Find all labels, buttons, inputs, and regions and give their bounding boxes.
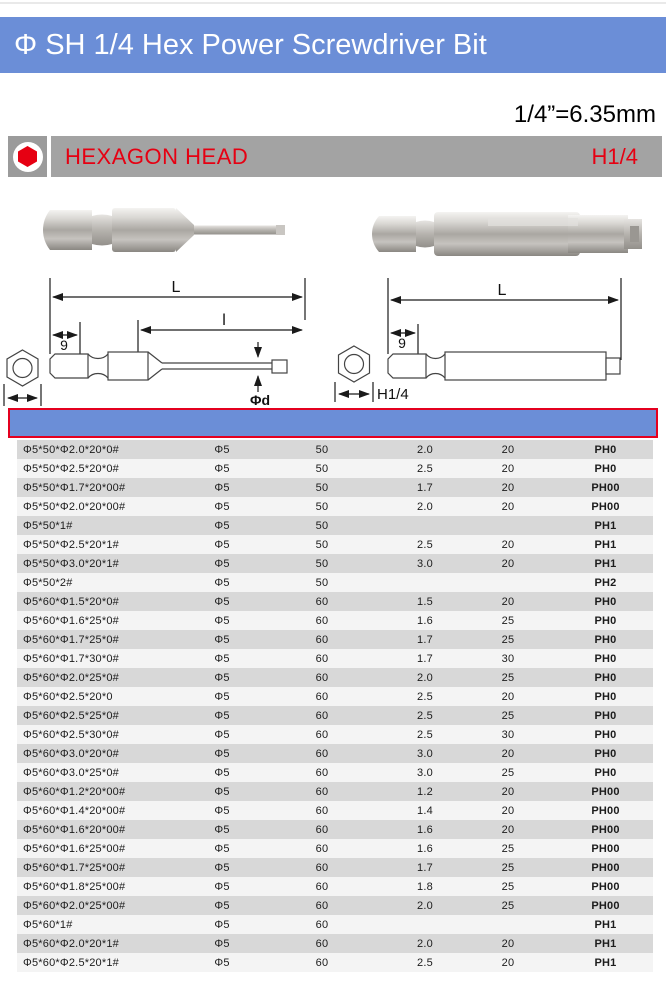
cell-shank-dia: Φ5 [214,823,230,836]
cell-model: Φ5*60*Φ2.5*30*0# [23,728,119,741]
table-row [17,763,653,782]
cell-model: Φ5*60*Φ1.6*25*00# [23,842,126,855]
cell-tip-dia: 2.0 [417,443,433,456]
cell-point-size: PH00 [591,500,620,513]
cell-tip-dia: 2.0 [417,899,433,912]
cell-length: 50 [315,576,329,589]
cell-tip-length: 20 [501,956,515,969]
cell-tip-dia: 2.5 [417,538,433,551]
section-title: HEXAGON HEAD [65,143,249,169]
cell-shank-dia: Φ5 [214,842,230,855]
cell-tip-dia: 1.7 [417,861,433,874]
table-row [17,782,653,801]
table-row [17,896,653,915]
cell-tip-dia: 1.6 [417,842,433,855]
cell-model: Φ5*60*Φ3.0*20*0# [23,747,119,760]
dim-label-h14: H1/4 [377,386,409,403]
cell-length: 60 [315,709,329,722]
cell-tip-length: 20 [501,443,515,456]
cell-shank-dia: Φ5 [214,899,230,912]
table-row [17,934,653,953]
cell-length: 60 [315,823,329,836]
cell-tip-dia: 1.5 [417,595,433,608]
cell-length: 50 [315,500,329,513]
cell-tip-dia: 3.0 [417,766,433,779]
table-row [17,573,653,592]
cell-shank-dia: Φ5 [214,766,230,779]
cell-length: 60 [315,785,329,798]
cell-length: 60 [315,671,329,684]
hexagon-icon-shape [18,146,37,167]
cell-tip-dia: 2.5 [417,709,433,722]
cell-length: 60 [315,690,329,703]
cell-point-size: PH00 [591,880,620,893]
cell-model: Φ5*60*Φ1.6*20*00# [23,823,126,836]
table-row [17,630,653,649]
cell-length: 60 [315,918,329,931]
cell-model: Φ5*60*Φ1.7*25*00# [23,861,126,874]
cell-tip-dia: 2.5 [417,462,433,475]
cell-tip-length: 20 [501,937,515,950]
cell-model: Φ5*50*Φ2.0*20*00# [23,500,126,513]
cell-tip-length: 20 [501,804,515,817]
dim-label-L: L [497,282,507,299]
cell-length: 60 [315,899,329,912]
cell-tip-length: 20 [501,557,515,570]
cell-point-size: PH2 [594,576,617,589]
cell-length: 60 [315,595,329,608]
cell-model: Φ5*50*2# [23,576,73,589]
cell-point-size: PH00 [591,481,620,494]
cell-tip-dia: 1.6 [417,614,433,627]
cell-shank-dia: Φ5 [214,614,230,627]
cell-length: 60 [315,766,329,779]
cell-shank-dia: Φ5 [214,576,230,589]
cell-tip-dia: 1.7 [417,481,433,494]
cell-shank-dia: Φ5 [214,785,230,798]
cell-point-size: PH0 [594,595,617,608]
cell-tip-dia: 1.4 [417,804,433,817]
cell-tip-length: 25 [501,614,515,627]
dim-label-phid: Φd [249,392,271,408]
cell-tip-length: 20 [501,462,515,475]
cell-tip-dia: 2.5 [417,690,433,703]
cell-tip-length: 25 [501,880,515,893]
cell-tip-dia: 1.2 [417,785,433,798]
dimension-diagram-right [330,276,666,410]
table-row [17,801,653,820]
cell-length: 50 [315,519,329,532]
cell-length: 60 [315,728,329,741]
cell-model: Φ5*60*Φ1.7*25*0# [23,633,119,646]
cell-point-size: PH0 [594,728,617,741]
cell-point-size: PH00 [591,899,620,912]
cell-tip-dia: 1.6 [417,823,433,836]
cell-tip-length: 20 [501,500,515,513]
cell-point-size: PH0 [594,747,617,760]
cell-tip-length: 25 [501,766,515,779]
cell-tip-length: 25 [501,899,515,912]
dim-label-l: l [222,312,226,329]
cell-tip-dia: 2.0 [417,937,433,950]
table-row [17,858,653,877]
cell-model: Φ5*60*Φ2.5*20*0 [23,690,113,703]
cell-shank-dia: Φ5 [214,937,230,950]
cell-tip-dia: 2.0 [417,671,433,684]
cell-shank-dia: Φ5 [214,747,230,760]
cell-tip-length: 20 [501,747,515,760]
cell-tip-length: 30 [501,652,515,665]
cell-tip-length: 20 [501,595,515,608]
cell-point-size: PH1 [594,538,617,551]
cell-length: 50 [315,481,329,494]
cell-model: Φ5*50*1# [23,519,73,532]
cell-shank-dia: Φ5 [214,880,230,893]
table-row [17,611,653,630]
cell-shank-dia: Φ5 [214,443,230,456]
cell-point-size: PH0 [594,690,617,703]
dim-label-9: 9 [60,337,68,353]
cell-shank-dia: Φ5 [214,728,230,741]
table-header-bar [8,408,658,438]
cell-shank-dia: Φ5 [214,709,230,722]
cell-model: Φ5*60*Φ2.5*25*0# [23,709,119,722]
title-bar [0,17,666,73]
cell-tip-length: 20 [501,690,515,703]
spec-table [17,440,653,972]
cell-shank-dia: Φ5 [214,519,230,532]
cell-model: Φ5*60*Φ2.5*20*1# [23,956,119,969]
table-row [17,839,653,858]
cell-shank-dia: Φ5 [214,671,230,684]
table-row [17,535,653,554]
table-row [17,744,653,763]
cell-length: 60 [315,614,329,627]
cell-model: Φ5*60*Φ1.7*30*0# [23,652,119,665]
cell-point-size: PH0 [594,671,617,684]
table-row [17,725,653,744]
cell-point-size: PH1 [594,557,617,570]
dim-label-L: L [171,279,181,296]
cell-model: Φ5*60*Φ3.0*25*0# [23,766,119,779]
cell-point-size: PH0 [594,443,617,456]
cell-length: 50 [315,462,329,475]
table-row [17,592,653,611]
cell-length: 60 [315,861,329,874]
table-row [17,478,653,497]
cell-tip-dia: 2.5 [417,728,433,741]
hexagon-icon [8,136,47,177]
cell-model: Φ5*60*Φ1.4*20*00# [23,804,126,817]
cell-tip-length: 20 [501,481,515,494]
cell-model: Φ5*60*Φ1.6*25*0# [23,614,119,627]
cell-tip-length: 25 [501,633,515,646]
table-row [17,668,653,687]
cell-tip-length: 20 [501,785,515,798]
cell-tip-dia: 3.0 [417,557,433,570]
cell-point-size: PH0 [594,614,617,627]
cell-shank-dia: Φ5 [214,595,230,608]
cell-model: Φ5*50*Φ2.5*20*1# [23,538,119,551]
cell-model: Φ5*60*Φ1.8*25*00# [23,880,126,893]
cell-tip-dia: 2.5 [417,956,433,969]
cell-shank-dia: Φ5 [214,804,230,817]
cell-point-size: PH0 [594,462,617,475]
cell-shank-dia: Φ5 [214,633,230,646]
cell-shank-dia: Φ5 [214,557,230,570]
cell-point-size: PH00 [591,804,620,817]
cell-point-size: PH00 [591,842,620,855]
cell-shank-dia: Φ5 [214,956,230,969]
cell-length: 50 [315,443,329,456]
cell-tip-dia: 2.0 [417,500,433,513]
table-row [17,440,653,459]
table-row [17,459,653,478]
cell-shank-dia: Φ5 [214,481,230,494]
cell-model: Φ5*60*Φ2.0*25*0# [23,671,119,684]
section-code: H1/4 [591,143,638,169]
cell-point-size: PH00 [591,785,620,798]
cell-tip-dia: 1.7 [417,652,433,665]
cell-length: 60 [315,633,329,646]
table-row [17,649,653,668]
cell-point-size: PH0 [594,709,617,722]
cell-point-size: PH0 [594,633,617,646]
cell-tip-length: 20 [501,538,515,551]
cell-length: 50 [315,557,329,570]
bit-photo-left [38,198,290,262]
cell-length: 60 [315,804,329,817]
section-bar [51,136,662,177]
cell-point-size: PH00 [591,861,620,874]
cell-model: Φ5*50*Φ3.0*20*1# [23,557,119,570]
page-title: Φ SH 1/4 Hex Power Screwdriver Bit [14,29,487,61]
cell-model: Φ5*60*Φ1.2*20*00# [23,785,126,798]
dim-label-9: 9 [398,335,406,351]
cell-model: Φ5*60*Φ1.5*20*0# [23,595,119,608]
cell-length: 50 [315,538,329,551]
cell-model: Φ5*50*Φ2.0*20*0# [23,443,119,456]
dimension-diagram-left [0,276,330,410]
cell-tip-length: 30 [501,728,515,741]
table-row [17,516,653,535]
cell-length: 60 [315,842,329,855]
table-row [17,953,653,972]
cell-model: Φ5*50*Φ1.7*20*00# [23,481,126,494]
cell-length: 60 [315,747,329,760]
cell-shank-dia: Φ5 [214,500,230,513]
table-row [17,687,653,706]
top-divider [0,2,666,4]
cell-length: 60 [315,956,329,969]
cell-shank-dia: Φ5 [214,918,230,931]
cell-length: 60 [315,937,329,950]
cell-model: Φ5*50*Φ2.5*20*0# [23,462,119,475]
cell-shank-dia: Φ5 [214,690,230,703]
cell-tip-dia: 1.8 [417,880,433,893]
cell-tip-dia: 3.0 [417,747,433,760]
cell-point-size: PH1 [594,937,617,950]
cell-tip-length: 25 [501,861,515,874]
cell-point-size: PH1 [594,918,617,931]
table-row [17,877,653,896]
cell-model: Φ5*60*1# [23,918,73,931]
cell-shank-dia: Φ5 [214,462,230,475]
cell-point-size: PH0 [594,652,617,665]
cell-length: 60 [315,880,329,893]
cell-length: 60 [315,652,329,665]
table-row [17,706,653,725]
cell-point-size: PH1 [594,956,617,969]
cell-tip-dia: 1.7 [417,633,433,646]
bit-photo-right [368,202,648,266]
cell-shank-dia: Φ5 [214,538,230,551]
cell-point-size: PH1 [594,519,617,532]
table-row [17,915,653,934]
table-row [17,554,653,573]
conversion-note: 1/4”=6.35mm [513,101,656,128]
cell-point-size: PH00 [591,823,620,836]
cell-tip-length: 25 [501,842,515,855]
cell-tip-length: 25 [501,671,515,684]
cell-tip-length: 25 [501,709,515,722]
cell-point-size: PH0 [594,766,617,779]
table-row [17,497,653,516]
cell-model: Φ5*60*Φ2.0*20*1# [23,937,119,950]
cell-model: Φ5*60*Φ2.0*25*00# [23,899,126,912]
hexagon-icon-circle [13,142,43,172]
cell-shank-dia: Φ5 [214,861,230,874]
cell-tip-length: 20 [501,823,515,836]
table-row [17,820,653,839]
cell-shank-dia: Φ5 [214,652,230,665]
